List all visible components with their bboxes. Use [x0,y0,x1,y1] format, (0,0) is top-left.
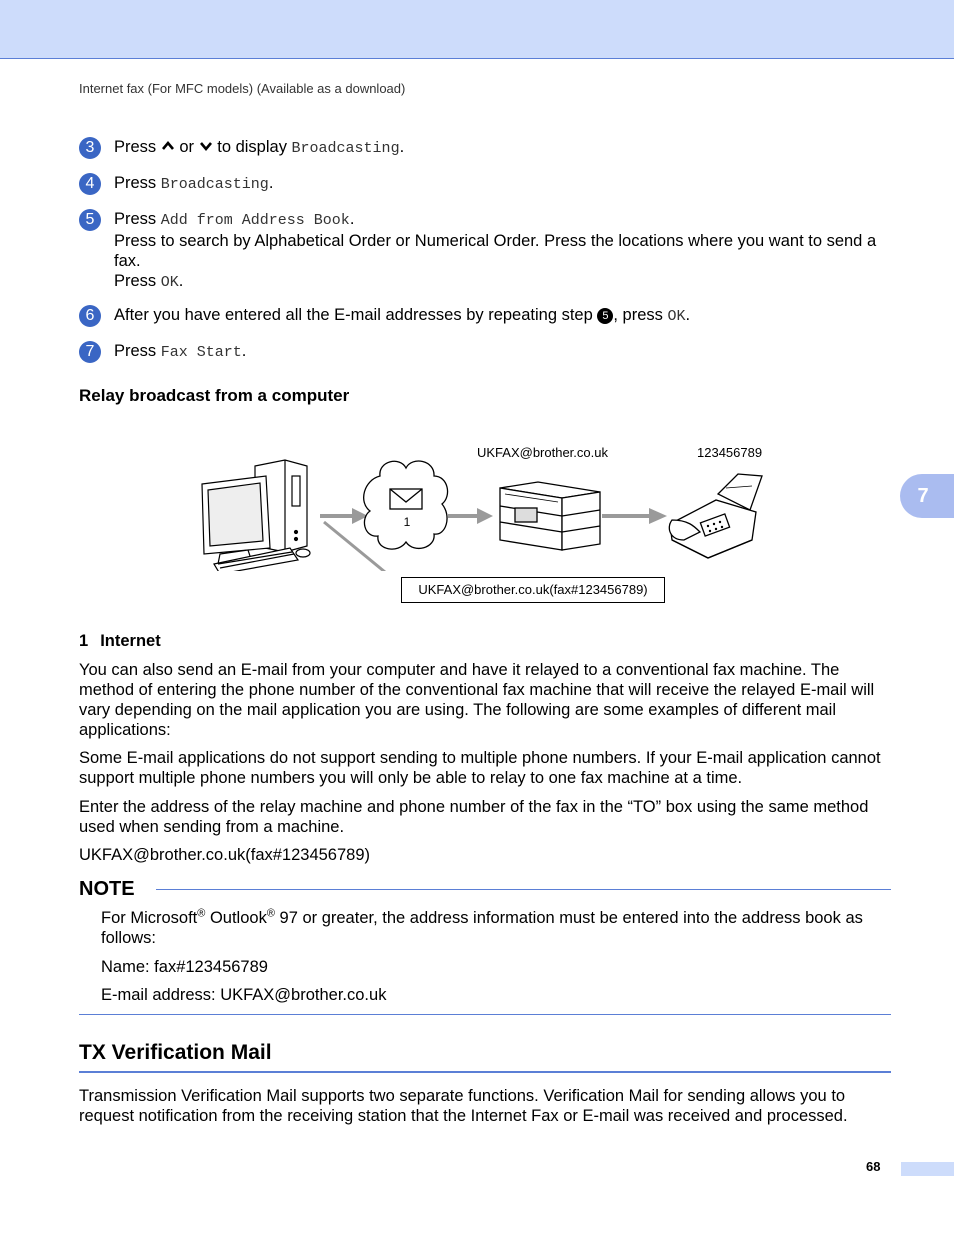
step-text: Press [114,342,157,360]
footnote-text: Internet [100,632,161,650]
step-text: or [179,138,195,156]
mfc-machine-icon [500,482,600,550]
chapter-tab: 7 [900,474,954,518]
step-text: to display [217,138,287,156]
relay-address-label: UKFAX@brother.co.uk [477,445,608,460]
send-address-box: UKFAX@brother.co.uk(fax#123456789) [401,577,665,603]
step-code: OK [667,308,686,325]
step-text: Press [114,272,157,290]
note-paragraph: For Microsoft® Outlook® 97 or greater, the address information must be entered into the address book as follows: [101,907,863,947]
cloud-label: 1 [403,515,411,529]
note-paragraph: Name: fax#123456789 [101,958,268,976]
page-number-bar [901,1162,954,1176]
fax-number-label: 123456789 [697,445,763,460]
chevron-down-icon [199,139,213,153]
arrow-to-internet [320,508,368,524]
step-text: Press [114,138,157,156]
page-number: 68 [866,1159,881,1174]
step-number: 4 [79,173,101,195]
step-number: 5 [79,209,101,231]
step-text: Press [114,174,157,192]
arrow-to-mfc [448,508,493,524]
step-reference: 5 [597,308,613,324]
section-title: TX Verification Mail [79,1041,272,1064]
paragraph: Some E-mail applications do not support sending to multiple phone numbers. If your E-mail application cannot support multiple phone numbers you will only be able to relay to one fax machine at a time. [79,749,881,787]
fax-machine-icon [669,474,762,558]
header-band [0,0,954,59]
step-detail: Press to search by Alphabetical Order or Numerical Order. Press the locations where you want to send a fax. [114,232,877,270]
note-title: NOTE [79,878,135,900]
paragraph: You can also send an E-mail from your computer and have it relayed to a conventional fax machine. The method of entering the phone number of the conventional fax machine that will receive the relayed E-mail will vary depending on the mail application you are using. The following are some examples of different mail applications: [79,661,875,739]
arrow-to-fax [602,508,667,524]
subheading: Relay broadcast from a computer [79,386,350,405]
note-paragraph: E-mail address: UKFAX@brother.co.uk [101,986,387,1004]
step-code: Broadcasting [160,176,269,193]
note-rule [156,889,891,890]
relay-diagram [190,436,770,571]
step-number: 3 [79,137,101,159]
footnote [79,632,161,651]
computer-icon [202,460,310,571]
step-text: Press [114,210,157,228]
step-code: Broadcasting [291,140,400,157]
running-title: Internet fax (For MFC models) (Available as a download) [79,81,406,96]
note-rule-bottom [79,1014,891,1015]
step-text: After you have entered all the E-mail addresses by repeating step [114,306,593,324]
paragraph: Enter the address of the relay machine and phone number of the fax in the “TO” box using the same method used when sending from a machine. [79,798,869,836]
step-number: 7 [79,341,101,363]
step-code: Fax Start [160,344,242,361]
step-number: 6 [79,305,101,327]
section-rule [79,1071,891,1073]
envelope-icon [390,489,422,509]
paragraph: UKFAX@brother.co.uk(fax#123456789) [79,846,371,864]
section-body: Transmission Verification Mail supports two separate functions. Verification Mail for sending allows you to request notification from the receiving station that the Internet Fax or E-mail was received and processed. [79,1087,848,1125]
step-code: Add from Address Book [160,212,350,229]
chevron-up-icon [161,139,175,153]
step-code: OK [160,274,179,291]
footnote-number: 1 [79,632,89,650]
